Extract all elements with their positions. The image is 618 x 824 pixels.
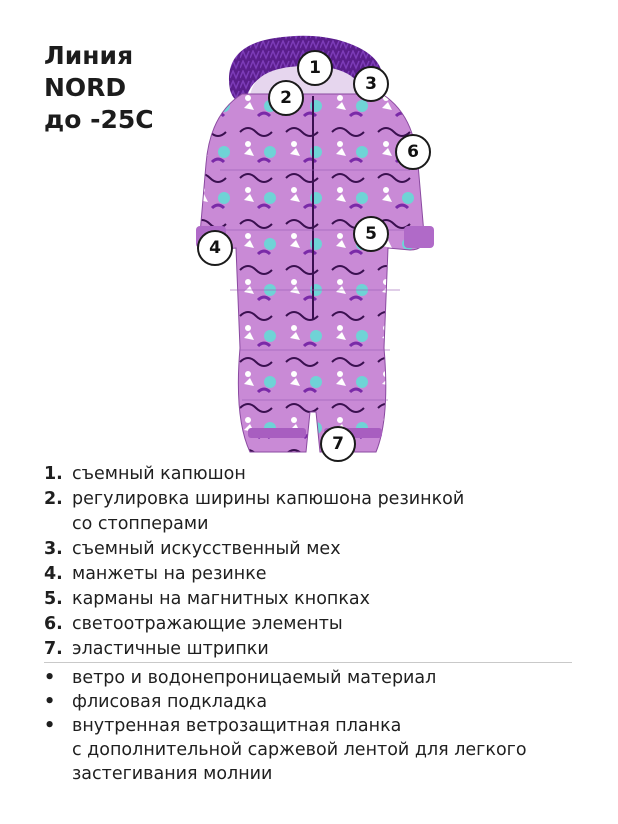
feature-number: 5. [44,589,63,609]
feature-number: 7. [44,639,63,659]
section-divider [44,662,572,663]
bullet-item-continuation [44,762,604,786]
feature-number: 3. [44,539,63,559]
bullet-item [44,714,604,738]
features-list [44,462,584,662]
feature-text: съемный искусственный мех [72,539,341,559]
feature-text: светоотражающие элементы [72,614,343,634]
feature-text: карманы на магнитных кнопках [72,589,370,609]
callout-badge-4: 4 [197,230,233,266]
bullet-item [44,666,604,690]
feature-item [44,612,584,637]
title-line-1: Линия [44,41,134,70]
callout-badge-6: 6 [395,134,431,170]
feature-text: манжеты на резинке [72,564,267,584]
feature-text: съемный капюшон [72,464,246,484]
feature-number: 1. [44,464,63,484]
bullet-item [44,690,604,714]
bullet-dot: • [44,716,56,736]
bullet-text: застегивания молнии [72,764,273,784]
callout-badge-5: 5 [353,216,389,252]
feature-number: 4. [44,564,63,584]
feature-number: 2. [44,489,63,509]
title-line-3: до -25С [44,105,154,134]
feature-text: со стопперами [72,514,209,534]
title-line-2: NORD [44,73,127,102]
callout-badge-7: 7 [320,426,356,462]
callout-badge-1: 1 [297,50,333,86]
callout-badge-2: 2 [268,80,304,116]
feature-number: 6. [44,614,63,634]
bullet-text: с дополнительной саржевой лентой для легкого [72,740,527,760]
bullet-dot: • [44,668,56,688]
feature-item [44,587,584,612]
feature-item [44,462,584,487]
feature-item [44,537,584,562]
feature-item [44,562,584,587]
bullet-item-continuation [44,738,604,762]
feature-text: регулировка ширины капюшона резинкой [72,489,465,509]
bullet-dot: • [44,692,56,712]
feature-item [44,487,584,512]
feature-text: эластичные штрипки [72,639,269,659]
bullet-text: ветро и водонепроницаемый материал [72,668,437,688]
product-line-title [44,40,154,136]
callout-badge-3: 3 [353,66,389,102]
bullets-list [44,666,604,786]
bullet-text: флисовая подкладка [72,692,268,712]
feature-item [44,637,584,662]
bullet-text: внутренная ветрозащитная планка [72,716,402,736]
feature-item-continuation [44,512,584,537]
